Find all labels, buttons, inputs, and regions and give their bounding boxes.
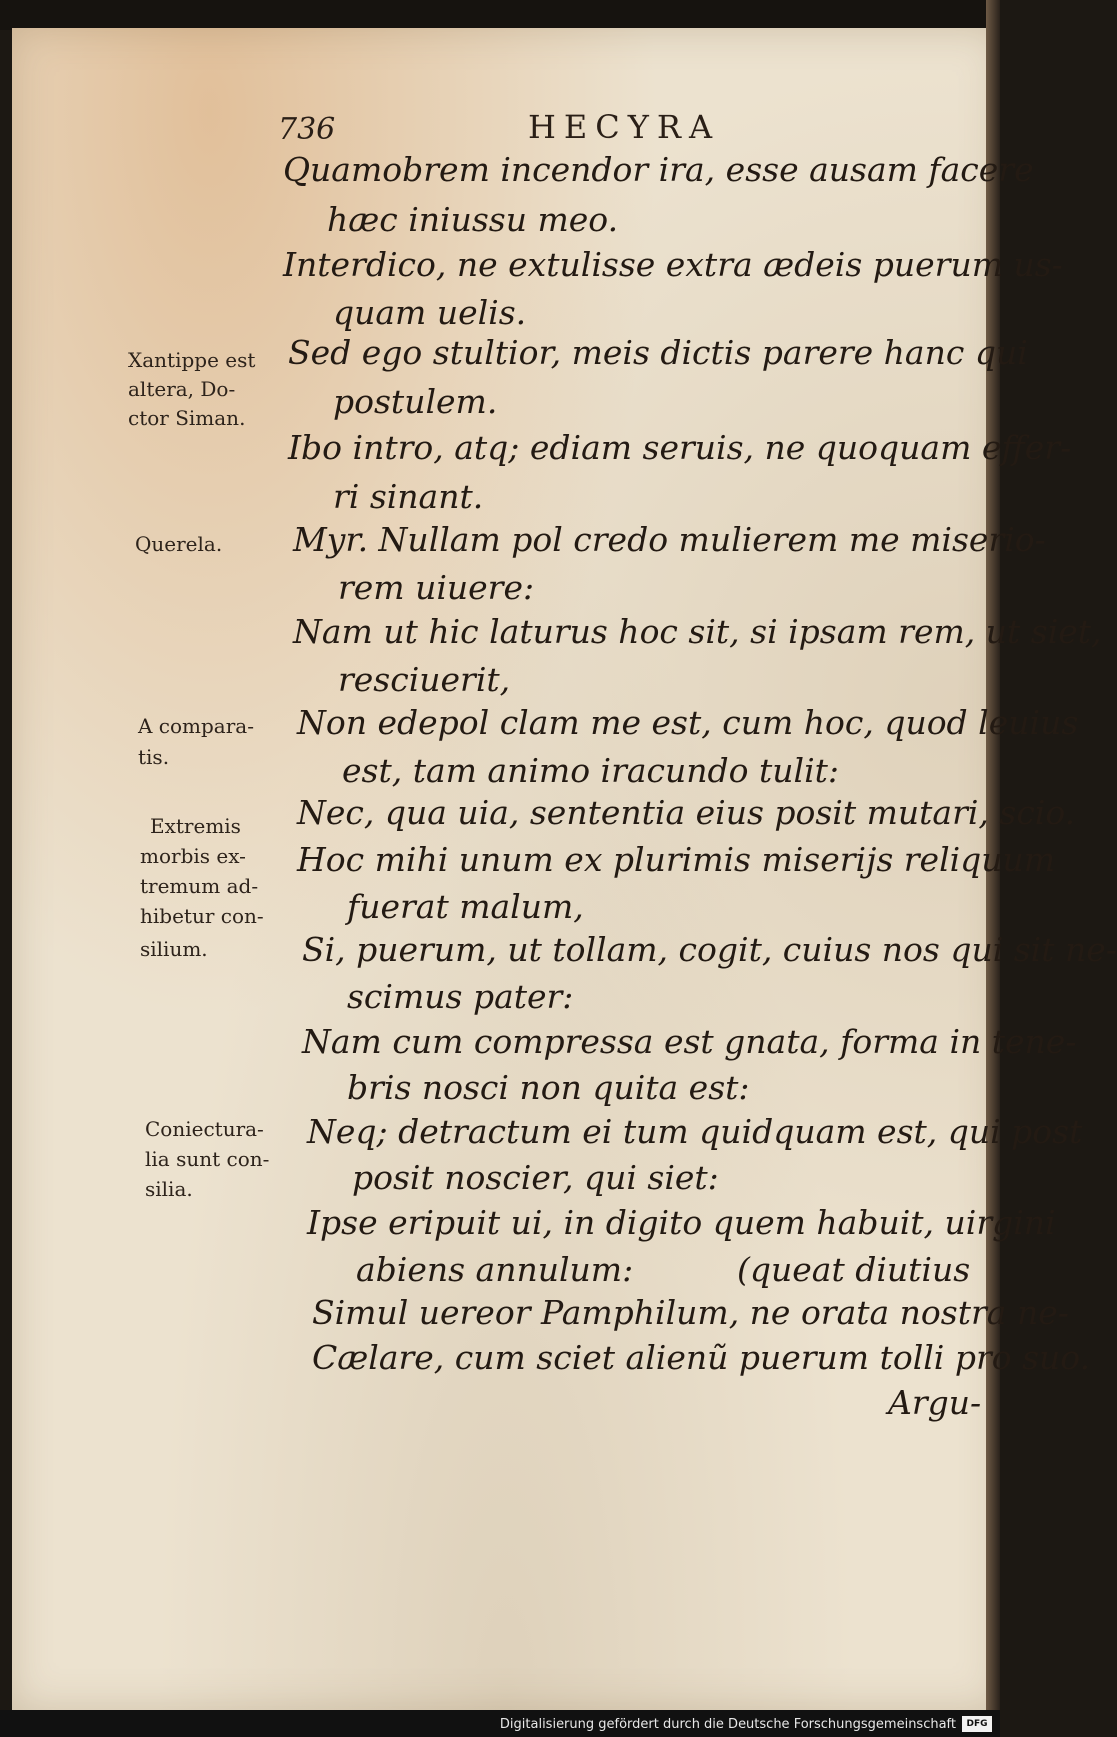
verse-line: Ibo intro, atq; ediam seruis, ne quoquam effer- (288, 428, 1072, 467)
verse-line: Nec, qua uia, sententia eius posit mutari, scio. (297, 793, 1076, 832)
verse-line: scimus pater: (347, 977, 574, 1016)
verse-line: Interdico, ne extulisse extra ædeis puerum us- (283, 245, 1063, 284)
verse-line: Si, puerum, ut tollam, cogit, cuius nos qui sit ne- (302, 930, 1117, 969)
running-head: HECYRA (528, 108, 721, 146)
verse-line: Hoc mihi unum ex plurimis miserijs reliquum (297, 840, 1056, 879)
verse-line: Sed ego stultior, meis dictis parere hanc qui (288, 333, 1028, 372)
digitization-credit: Digitalisierung gefördert durch die Deutsche Forschungsgemeinschaft (499, 1717, 956, 1732)
margin-note: hibetur con- (140, 904, 264, 928)
verse-line: ri sinant. (333, 477, 484, 516)
scan-top-border (0, 0, 1000, 30)
margin-note: altera, Do- (128, 377, 236, 401)
verse-line: posit noscier, qui siet: (352, 1158, 719, 1197)
verse-line: Non edepol clam me est, cum hoc, quod leuius (297, 703, 1079, 742)
verse-line: rem uiuere: (338, 568, 535, 607)
margin-note: silium. (140, 937, 208, 961)
margin-note: Extremis (150, 814, 241, 838)
verse-line: Cælare, cum sciet alienũ puerum tolli pro suo. (312, 1338, 1091, 1377)
verse-line: Neq; detractum ei tum quidquam est, qui post (307, 1112, 1083, 1151)
verse-line: est, tam animo iracundo tulit: (342, 751, 840, 790)
margin-note: Coniectura- (145, 1117, 264, 1141)
margin-note: silia. (145, 1177, 193, 1201)
margin-note: tis. (138, 745, 170, 769)
verse-line: (queat diutius (737, 1250, 971, 1289)
verse-line: abiens annulum: (356, 1250, 634, 1289)
verse-line: bris nosci non quita est: (347, 1068, 750, 1107)
verse-line: Myr. Nullam pol credo mulierem me miserio- (293, 520, 1046, 559)
verse-line: resciuerit, (338, 660, 511, 699)
verse-line: Ipse eripuit ui, in digito quem habuit, uirgini (307, 1203, 1056, 1242)
verse-line: Simul uereor Pamphilum, ne orata nostra ne- (312, 1293, 1069, 1332)
verse-line: fuerat malum, (347, 887, 584, 926)
verse-line: Nam cum compressa est gnata, forma in tene- (302, 1022, 1077, 1061)
verse-line: Nam ut hic laturus hoc sit, si ipsam rem, ut siet, (293, 612, 1102, 651)
margin-note: A compara- (138, 714, 254, 738)
verse-line: quam uelis. (333, 293, 527, 332)
margin-note: morbis ex- (140, 844, 246, 868)
margin-note: tremum ad- (140, 874, 259, 898)
dfg-logo: DFG (962, 1716, 992, 1732)
verse-line: Quamobrem incendor ira, esse ausam facere (283, 150, 1034, 189)
margin-note: ctor Siman. (128, 406, 246, 430)
margin-note: Xantippe est (128, 348, 256, 372)
margin-note: lia sunt con- (145, 1147, 270, 1171)
verse-line: postulem. (333, 382, 498, 421)
page-number: 736 (278, 112, 336, 147)
catchword: Argu- (888, 1383, 982, 1422)
margin-note: Querela. (135, 532, 223, 556)
verse-line: hæc iniussu meo. (327, 200, 619, 239)
